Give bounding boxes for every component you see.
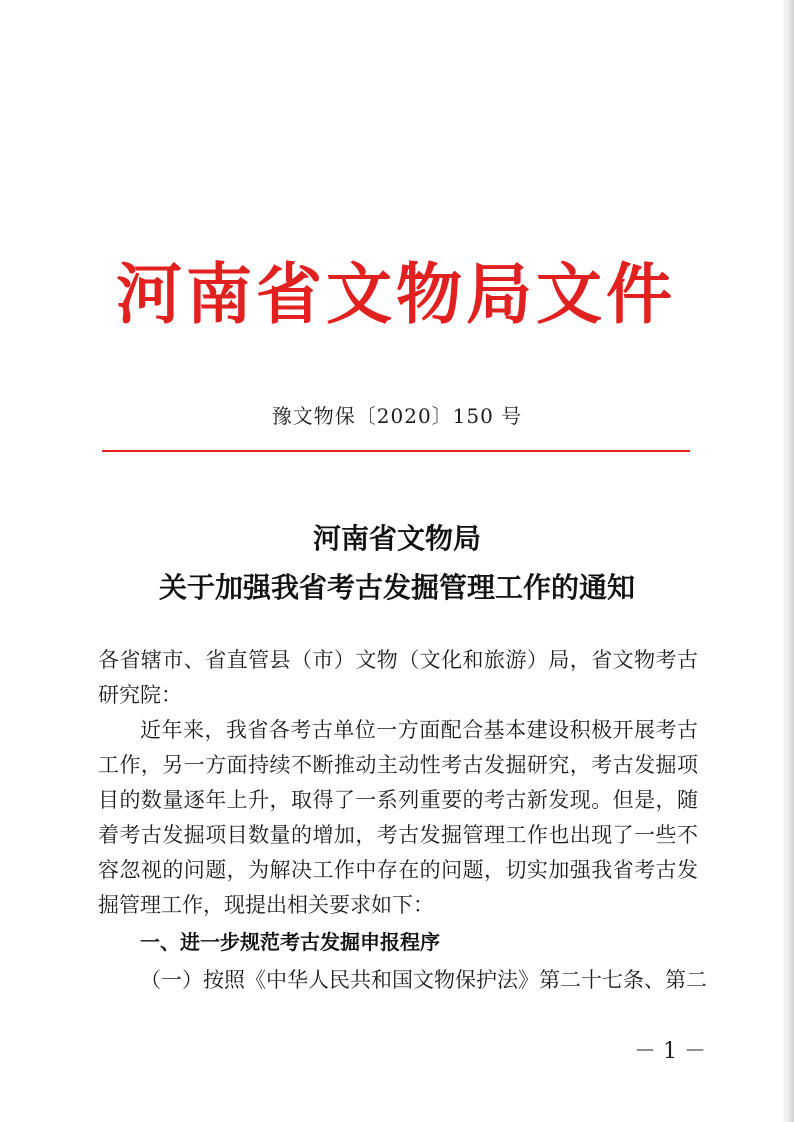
salutation-recipients: 各省辖市、省直管县（市）文物（文化和旅游）局，省文物考古研究院： [98,648,698,707]
scan-edge-shadow [780,0,794,1122]
item-1-text: （一）按照《中华人民共和国文物保护法》第二十七条、第二 [140,968,707,992]
section-heading-1: 一、进一步规范考古发掘申报程序 [140,930,440,954]
red-separator-line [102,450,690,452]
document-number: 豫文物保〔2020〕150 号 [271,404,523,428]
document-title-issuer: 河南省文物局 [312,522,481,555]
document-title-subject: 关于加强我省考古发掘管理工作的通知 [158,571,635,604]
intro-paragraph: 近年来，我省各考古单位一方面配合基本建设积极开展考古工作，另一方面持续不断推动主动性考古发掘研究，考古发掘项目的数量逐年上升，取得了一系列重要的考古新发现。但是，随着考古发掘项目数量的增加，考古发掘管理工作也出现了一些不容忽视的问题，为解决工作中存在的问题，切实加强我省考古发掘管理工作，现提出相关要求如下： [98,718,698,917]
red-masthead: 河南省文物局文件 [116,256,676,333]
page-number: － 1 － [634,1039,706,1064]
